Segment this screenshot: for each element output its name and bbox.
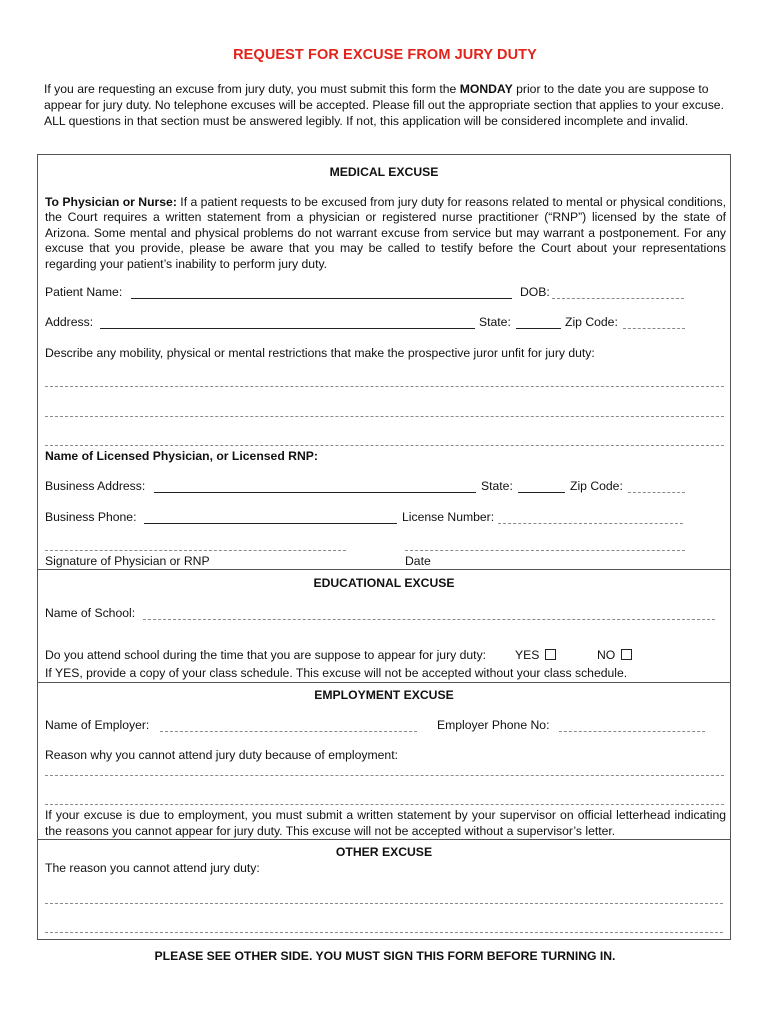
- signature-label: Signature of Physician or RNP: [45, 554, 210, 568]
- business-phone-field[interactable]: [144, 523, 397, 524]
- yes-option[interactable]: [515, 648, 556, 662]
- business-address-field[interactable]: [154, 492, 476, 493]
- physician-heading: Name of Licensed Physician, or Licensed RNP:: [45, 449, 318, 463]
- state-label: State:: [479, 315, 511, 329]
- business-zip-field[interactable]: [628, 492, 685, 493]
- school-name-field[interactable]: [143, 619, 715, 620]
- date-label: Date: [405, 554, 431, 568]
- section-divider: [37, 569, 731, 570]
- dob-field[interactable]: [552, 298, 684, 299]
- employer-name-field[interactable]: [160, 731, 417, 732]
- business-address-label: Business Address:: [45, 479, 146, 493]
- address-field[interactable]: [100, 328, 475, 329]
- other-reason-line-2[interactable]: [45, 932, 723, 933]
- employment-reason-label: Reason why you cannot attend jury duty because of employment:: [45, 748, 398, 762]
- form-title: REQUEST FOR EXCUSE FROM JURY DUTY: [233, 47, 537, 63]
- license-number-field[interactable]: [498, 523, 683, 524]
- state-field[interactable]: [516, 328, 561, 329]
- restrictions-label: Describe any mobility, physical or mental restrictions that make the prospective juror unfit for jury duty:: [45, 346, 595, 360]
- employment-reason-line-2[interactable]: [45, 804, 724, 805]
- schedule-note: If YES, provide a copy of your class schedule. This excuse will not be accepted without your class schedule.: [45, 666, 628, 680]
- business-phone-label: Business Phone:: [45, 510, 137, 524]
- signature-field[interactable]: [45, 550, 346, 551]
- no-label: NO: [597, 648, 616, 662]
- section-divider: [37, 839, 731, 840]
- other-reason-line-1[interactable]: [45, 903, 723, 904]
- no-option[interactable]: [597, 648, 632, 662]
- address-label: Address:: [45, 315, 94, 329]
- business-state-label: State:: [481, 479, 513, 493]
- yes-label: YES: [515, 648, 540, 662]
- employer-phone-label: Employer Phone No:: [437, 718, 550, 732]
- restrictions-line-1[interactable]: [45, 386, 724, 387]
- intro-monday: MONDAY: [459, 82, 513, 96]
- section-divider: [37, 682, 731, 683]
- zip-label: Zip Code:: [565, 315, 618, 329]
- intro-text-2: prior to the date you are suppose to appear for jury duty. No telephone excuses will be accepted. Please fill out the appropriate section that applies to your excuse. ALL questions in that section must be answered legibly. If not, this application will be considered incomplete and invalid.: [44, 82, 724, 128]
- educational-heading: EDUCATIONAL EXCUSE: [313, 576, 455, 590]
- footer-notice: PLEASE SEE OTHER SIDE. YOU MUST SIGN THIS FORM BEFORE TURNING IN.: [154, 949, 616, 963]
- restrictions-line-3[interactable]: [45, 445, 724, 446]
- employment-reason-line-1[interactable]: [45, 775, 724, 776]
- physician-instructions: [45, 195, 726, 272]
- restrictions-line-2[interactable]: [45, 416, 724, 417]
- physician-lead: To Physician or Nurse:: [45, 195, 177, 209]
- employer-phone-field[interactable]: [559, 731, 705, 732]
- physician-lead-text: If a patient requests to be excused from jury duty for reasons related to mental or physical conditions, the Court requires a written statement from a physician or registered nurse practitioner (“RNP”) licensed by the state of Arizona. Some mental and physical problems do not warrant excuse from service but may warrant a postponement. For any excuse that you provide, please be aware that you may be called to testify before the Court about your representations regarding your patient’s inability to perform jury duty.: [45, 195, 726, 271]
- employer-name-label: Name of Employer:: [45, 718, 150, 732]
- employment-heading: EMPLOYMENT EXCUSE: [314, 688, 454, 702]
- business-zip-label: Zip Code:: [570, 479, 623, 493]
- other-heading: OTHER EXCUSE: [335, 845, 433, 859]
- no-checkbox[interactable]: [621, 649, 632, 660]
- zip-field[interactable]: [623, 328, 685, 329]
- employment-note: If your excuse is due to employment, you must submit a written statement by your supervisor on official letterhead indicating the reasons you cannot appear for jury duty. This excuse will not be accepted without a supervisor’s letter.: [45, 808, 726, 838]
- date-field[interactable]: [405, 550, 685, 551]
- other-reason-label: The reason you cannot attend jury duty:: [45, 861, 260, 875]
- dob-label: DOB:: [520, 285, 550, 299]
- medical-heading: MEDICAL EXCUSE: [329, 165, 439, 179]
- school-name-label: Name of School:: [45, 606, 136, 620]
- intro-paragraph: [44, 81, 734, 129]
- patient-name-label: Patient Name:: [45, 285, 123, 299]
- intro-text-1: If you are requesting an excuse from jury duty, you must submit this form the: [44, 82, 460, 96]
- patient-name-field[interactable]: [131, 298, 512, 299]
- yes-checkbox[interactable]: [545, 649, 556, 660]
- business-state-field[interactable]: [518, 492, 565, 493]
- license-number-label: License Number:: [402, 510, 495, 524]
- attend-school-question: Do you attend school during the time that you are suppose to appear for jury duty:: [45, 648, 487, 662]
